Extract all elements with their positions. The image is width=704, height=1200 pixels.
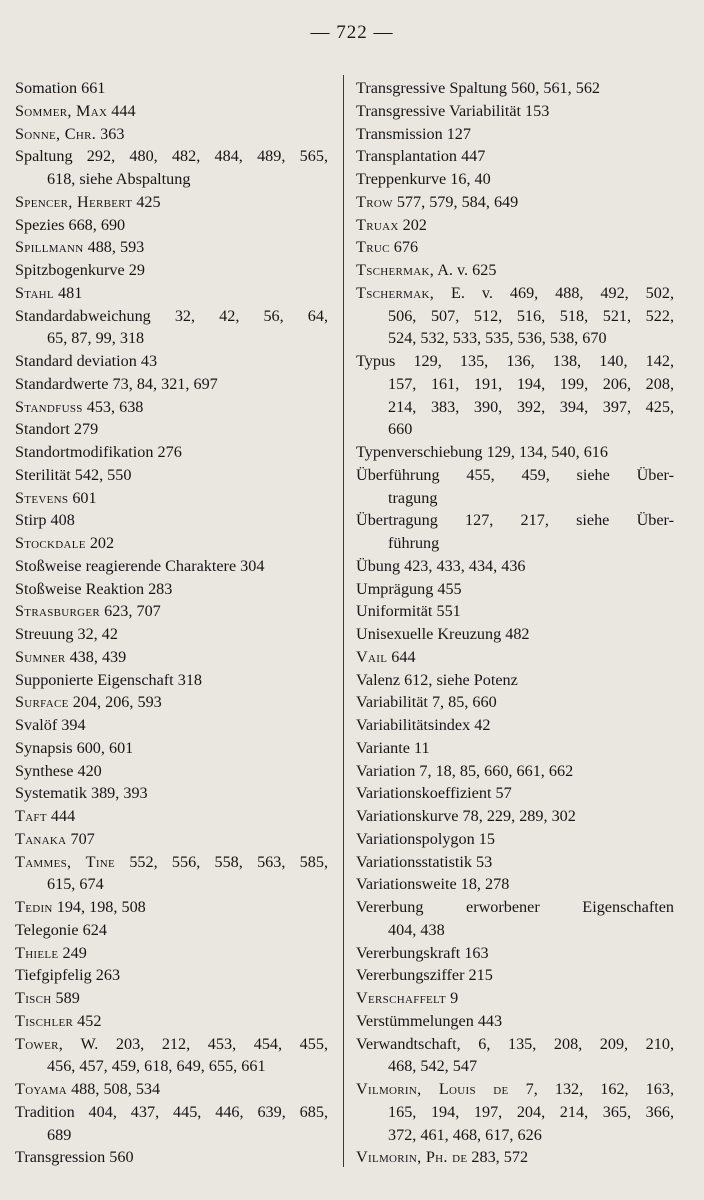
entry-line bbox=[15, 464, 328, 487]
entry-text: Stoßweise reagierende Charaktere 304 bbox=[15, 556, 265, 575]
entry-text: Transmission 127 bbox=[356, 124, 471, 143]
entry-text: 644 bbox=[387, 647, 416, 666]
entry-text: Valenz 612, siehe Potenz bbox=[356, 670, 518, 689]
entry-text: 204, 206, 593 bbox=[68, 693, 162, 712]
entry-text: Stirp 408 bbox=[15, 511, 75, 530]
index-entry bbox=[15, 509, 328, 532]
index-entry bbox=[356, 623, 674, 646]
entry-line bbox=[356, 646, 674, 669]
entry-line bbox=[15, 214, 328, 237]
entry-name: Standfuss bbox=[15, 397, 83, 416]
entry-line bbox=[356, 100, 674, 123]
entry-text: Treppenkurve 16, 40 bbox=[356, 170, 491, 188]
index-entry bbox=[356, 259, 674, 282]
index-entry bbox=[15, 578, 328, 601]
index-entry bbox=[15, 305, 328, 351]
entry-line bbox=[15, 373, 328, 396]
entry-line bbox=[15, 987, 328, 1010]
entry-text: Verstümmelungen 443 bbox=[356, 1011, 503, 1030]
entry-text: 444 bbox=[46, 807, 76, 825]
entry-text: Stoßweise Reaktion 283 bbox=[15, 579, 173, 598]
entry-line bbox=[15, 1101, 328, 1124]
entry-line bbox=[15, 509, 328, 532]
index-entry bbox=[15, 1146, 328, 1169]
index-entry bbox=[15, 646, 328, 669]
entry-text: Standardwerte 73, 84, 321, 697 bbox=[15, 374, 218, 393]
entry-text: Synapsis 600, 601 bbox=[15, 738, 134, 757]
entry-text: Übung 423, 433, 434, 436 bbox=[356, 556, 526, 575]
index-column-right bbox=[356, 77, 674, 1169]
entry-text: Vererbungsziffer 215 bbox=[356, 966, 493, 985]
entry-name: Truc bbox=[356, 238, 390, 257]
entry-text: 202 bbox=[398, 215, 427, 234]
index-entry bbox=[356, 964, 674, 987]
entry-text: Spitzbogenkurve 29 bbox=[15, 261, 145, 279]
entry-line bbox=[15, 487, 328, 510]
entry-text: 453, 638 bbox=[82, 397, 144, 416]
entry-text: Synthese 420 bbox=[15, 761, 102, 780]
entry-line bbox=[15, 1146, 328, 1169]
index-entry bbox=[15, 145, 328, 191]
index-entry bbox=[356, 714, 674, 737]
index-entry bbox=[356, 191, 674, 214]
entry-name: Trow bbox=[356, 192, 393, 211]
entry-text: Variationskoeffizient 57 bbox=[356, 784, 512, 803]
index-entry bbox=[356, 669, 674, 692]
entry-line bbox=[15, 623, 328, 646]
entry-line bbox=[15, 396, 328, 419]
index-entry bbox=[356, 100, 674, 123]
entry-text: Streuung 32, 42 bbox=[15, 625, 118, 643]
entry-text: 488, 508, 534 bbox=[67, 1080, 161, 1098]
entry-line bbox=[356, 760, 674, 783]
entry-line bbox=[356, 214, 674, 237]
entry-text: A. v. 625 bbox=[434, 261, 497, 279]
index-entry bbox=[15, 805, 328, 828]
entry-line bbox=[356, 168, 674, 191]
index-entry bbox=[15, 987, 328, 1010]
index-entry bbox=[356, 828, 674, 851]
index-entry bbox=[15, 669, 328, 692]
entry-line bbox=[356, 805, 674, 828]
entry-text: Überführung 455, 459, siehe Über- bbox=[356, 465, 674, 484]
index-entry bbox=[15, 782, 328, 805]
index-entry bbox=[15, 441, 328, 464]
entry-text: Unisexuelle Kreuzung 482 bbox=[356, 625, 530, 643]
entry-text: Verwandtschaft, 6, 135, 208, 209, 210, bbox=[356, 1034, 674, 1053]
index-entry bbox=[356, 145, 674, 168]
entry-text: Variabilität 7, 85, 660 bbox=[356, 693, 497, 712]
entry-name: Stevens bbox=[15, 488, 69, 507]
column-divider bbox=[343, 75, 344, 1167]
entry-line bbox=[15, 1078, 328, 1101]
entry-name: Thiele bbox=[15, 943, 59, 962]
index-entry bbox=[15, 214, 328, 237]
index-entry bbox=[356, 600, 674, 623]
entry-text: Transplantation 447 bbox=[356, 147, 486, 166]
entry-text: 707 bbox=[66, 829, 95, 848]
entry-name: Tower, bbox=[15, 1034, 64, 1053]
entry-text: 9 bbox=[446, 989, 459, 1007]
entry-text: Vererbungskraft 163 bbox=[356, 943, 489, 962]
entry-text: 577, 579, 584, 649 bbox=[392, 192, 519, 211]
entry-text: Vererbung erworbener Eigenschaften bbox=[356, 898, 674, 916]
entry-line bbox=[15, 691, 328, 714]
entry-name: Tisch bbox=[15, 989, 52, 1007]
index-entry bbox=[356, 509, 674, 555]
entry-text: 249 bbox=[58, 943, 87, 962]
entry-line bbox=[15, 851, 328, 874]
entry-line bbox=[356, 1010, 674, 1033]
index-entry bbox=[15, 532, 328, 555]
entry-name: Vilmorin, Ph. de bbox=[356, 1148, 468, 1167]
entry-name: Taft bbox=[15, 807, 47, 825]
index-entry bbox=[15, 282, 328, 305]
entry-continuation: 65, 87, 99, 318 bbox=[47, 329, 145, 348]
index-entry bbox=[15, 964, 328, 987]
entry-line bbox=[356, 669, 674, 692]
entry-line bbox=[15, 646, 328, 669]
entry-line bbox=[356, 350, 674, 373]
entry-text: 202 bbox=[85, 534, 115, 552]
entry-line bbox=[15, 418, 328, 441]
entry-line bbox=[356, 782, 674, 805]
entry-line bbox=[15, 805, 328, 828]
entry-line bbox=[15, 578, 328, 601]
entry-continuation: 372, 461, 468, 617, 626 bbox=[388, 1125, 542, 1144]
index-entry bbox=[356, 873, 674, 896]
entry-line bbox=[15, 350, 328, 373]
entry-line bbox=[356, 896, 674, 919]
entry-line bbox=[15, 828, 328, 851]
index-entry bbox=[15, 259, 328, 282]
index-entry bbox=[356, 1033, 674, 1079]
index-entry bbox=[356, 168, 674, 191]
index-entry bbox=[356, 782, 674, 805]
index-entry bbox=[15, 760, 328, 783]
entry-text: Svalöf 394 bbox=[15, 716, 86, 734]
entry-text: Spaltung 292, 480, 482, 484, 489, 565, bbox=[15, 147, 328, 166]
entry-continuation: 214, 383, 390, 392, 394, 397, 425, bbox=[388, 397, 674, 416]
entry-name: Surface bbox=[15, 693, 69, 712]
index-entry bbox=[356, 646, 674, 669]
entry-text: Transgressive Variabilität 153 bbox=[356, 101, 550, 120]
entry-text: Variante 11 bbox=[356, 738, 430, 757]
entry-line bbox=[15, 123, 328, 146]
entry-line bbox=[15, 259, 328, 282]
index-entry bbox=[15, 1101, 328, 1147]
index-entry bbox=[356, 236, 674, 259]
entry-text: Umprägung 455 bbox=[356, 579, 462, 598]
index-entry bbox=[356, 282, 674, 350]
entry-text: Standard deviation 43 bbox=[15, 352, 158, 370]
index-entry bbox=[356, 1078, 674, 1146]
entry-line bbox=[356, 851, 674, 874]
entry-text: Standortmodifikation 276 bbox=[15, 443, 182, 461]
entry-line bbox=[15, 1010, 328, 1033]
entry-text: Variationspolygon 15 bbox=[356, 829, 495, 848]
index-entry bbox=[15, 714, 328, 737]
entry-continuation: 157, 161, 191, 194, 199, 206, 208, bbox=[388, 374, 674, 393]
entry-line bbox=[15, 305, 328, 328]
entry-line bbox=[15, 555, 328, 578]
entry-name: Tanaka bbox=[15, 829, 67, 848]
entry-text: Systematik 389, 393 bbox=[15, 784, 148, 803]
entry-name: Sommer, Max bbox=[15, 101, 108, 120]
index-entry bbox=[15, 77, 328, 100]
index-entry bbox=[15, 1010, 328, 1033]
entry-text: Transgressive Spaltung 560, 561, 562 bbox=[356, 79, 601, 97]
index-entry bbox=[356, 77, 674, 100]
entry-continuation: 468, 542, 547 bbox=[388, 1057, 478, 1076]
entry-text: Standort 279 bbox=[15, 420, 99, 439]
index-entry bbox=[356, 851, 674, 874]
entry-text: 676 bbox=[389, 238, 419, 257]
entry-text: 194, 198, 508 bbox=[52, 898, 146, 916]
index-entry bbox=[356, 805, 674, 828]
entry-line bbox=[15, 964, 328, 987]
entry-text: 438, 439 bbox=[65, 647, 127, 666]
entry-continuation: 404, 438 bbox=[388, 920, 445, 939]
entry-continuation: 524, 532, 533, 535, 536, 538, 670 bbox=[388, 329, 607, 348]
entry-line bbox=[356, 191, 674, 214]
entry-name: Stockdale bbox=[15, 534, 86, 552]
entry-name: Verschaffelt bbox=[356, 989, 447, 1007]
entry-line bbox=[15, 191, 328, 214]
index-entry bbox=[356, 1146, 674, 1169]
entry-line bbox=[356, 578, 674, 601]
index-entry bbox=[356, 942, 674, 965]
entry-line bbox=[15, 77, 328, 100]
entry-name: Truax bbox=[356, 215, 399, 234]
entry-text: Standardabweichung 32, 42, 56, 64, bbox=[15, 306, 328, 325]
entry-text: 444 bbox=[107, 101, 136, 120]
entry-text: Tiefgipfelig 263 bbox=[15, 966, 121, 985]
entry-text: Variation 7, 18, 85, 660, 661, 662 bbox=[356, 761, 574, 780]
entry-text: Somation 661 bbox=[15, 79, 106, 97]
entry-line bbox=[356, 714, 674, 737]
entry-line bbox=[15, 145, 328, 168]
entry-name: Tammes, Tine bbox=[15, 852, 116, 871]
entry-text: 7, 132, 162, 163, bbox=[508, 1080, 674, 1098]
entry-name: Vail bbox=[356, 647, 388, 666]
entry-name: Tschermak, bbox=[356, 261, 435, 279]
entry-text: 363 bbox=[96, 124, 125, 143]
entry-name: Strasburger bbox=[15, 602, 101, 621]
entry-text: Übertragung 127, 217, siehe Über- bbox=[356, 511, 674, 530]
index-entry bbox=[15, 464, 328, 487]
index-entry bbox=[15, 123, 328, 146]
index-entry bbox=[15, 396, 328, 419]
entry-line bbox=[15, 919, 328, 942]
entry-text: 589 bbox=[51, 989, 80, 1007]
entry-text: Uniformität 551 bbox=[356, 602, 461, 621]
entry-line bbox=[356, 77, 674, 100]
entry-name: Sumner bbox=[15, 647, 66, 666]
entry-continuation: führung bbox=[388, 534, 440, 552]
index-entry bbox=[15, 487, 328, 510]
entry-line bbox=[356, 123, 674, 146]
entry-line bbox=[356, 509, 674, 532]
entry-text: 601 bbox=[68, 488, 97, 507]
entry-name: Tischler bbox=[15, 1011, 74, 1030]
entry-line bbox=[15, 100, 328, 123]
entry-continuation: 618, siehe Abspaltung bbox=[47, 170, 191, 188]
entry-line bbox=[15, 782, 328, 805]
entry-line bbox=[356, 828, 674, 851]
entry-text: Supponierte Eigenschaft 318 bbox=[15, 670, 203, 689]
index-entry bbox=[15, 350, 328, 373]
entry-text: 425 bbox=[132, 192, 161, 211]
index-entry bbox=[15, 851, 328, 897]
entry-line bbox=[356, 441, 674, 464]
entry-continuation: 689 bbox=[47, 1125, 72, 1144]
index-entry bbox=[15, 236, 328, 259]
entry-name: Sonne, Chr. bbox=[15, 124, 97, 143]
entry-name: Spencer, Herbert bbox=[15, 192, 133, 211]
entry-text: 552, 556, 558, 563, 585, bbox=[115, 852, 328, 871]
entry-text: Typus 129, 135, 136, 138, 140, 142, bbox=[356, 352, 674, 370]
entry-line bbox=[356, 942, 674, 965]
entry-line bbox=[356, 873, 674, 896]
entry-text: E. v. 469, 488, 492, 502, bbox=[434, 283, 674, 302]
entry-text: W. 203, 212, 453, 454, 455, bbox=[63, 1034, 328, 1053]
index-entry bbox=[356, 691, 674, 714]
entry-text: Variationsstatistik 53 bbox=[356, 852, 493, 871]
entry-line bbox=[356, 964, 674, 987]
index-entry bbox=[356, 987, 674, 1010]
entry-line bbox=[356, 464, 674, 487]
entry-text: 452 bbox=[73, 1011, 102, 1030]
entry-line bbox=[356, 623, 674, 646]
entry-line bbox=[356, 282, 674, 305]
entry-line bbox=[15, 282, 328, 305]
entry-line bbox=[356, 555, 674, 578]
index-entry bbox=[15, 737, 328, 760]
index-entry bbox=[15, 555, 328, 578]
entry-text: 481 bbox=[53, 283, 83, 302]
entry-text: Spezies 668, 690 bbox=[15, 215, 126, 234]
entry-text: Variabilitätsindex 42 bbox=[356, 716, 491, 734]
index-entry bbox=[15, 919, 328, 942]
entry-line bbox=[356, 259, 674, 282]
index-entry bbox=[15, 691, 328, 714]
entry-name: Stahl bbox=[15, 283, 54, 302]
entry-text: Sterilität 542, 550 bbox=[15, 465, 132, 484]
index-entry bbox=[15, 828, 328, 851]
entry-line bbox=[356, 236, 674, 259]
entry-line bbox=[15, 441, 328, 464]
entry-line bbox=[356, 987, 674, 1010]
index-entry bbox=[356, 123, 674, 146]
entry-line bbox=[356, 691, 674, 714]
index-entry bbox=[356, 896, 674, 942]
index-entry bbox=[356, 441, 674, 464]
entry-text: 283, 572 bbox=[467, 1148, 529, 1167]
index-entry bbox=[15, 191, 328, 214]
entry-line bbox=[15, 236, 328, 259]
entry-continuation: 615, 674 bbox=[47, 875, 104, 894]
entry-text: 623, 707 bbox=[100, 602, 161, 621]
index-entry bbox=[15, 942, 328, 965]
entry-line bbox=[15, 737, 328, 760]
index-entry bbox=[356, 737, 674, 760]
entry-line bbox=[356, 1078, 674, 1101]
index-entry bbox=[15, 600, 328, 623]
entry-line bbox=[15, 669, 328, 692]
index-entry bbox=[356, 578, 674, 601]
entry-continuation: 660 bbox=[388, 420, 413, 439]
entry-line bbox=[15, 714, 328, 737]
index-entry bbox=[15, 1078, 328, 1101]
entry-text: Variationsweite 18, 278 bbox=[356, 875, 510, 894]
entry-continuation: 506, 507, 512, 516, 518, 521, 522, bbox=[388, 306, 674, 325]
index-entry bbox=[356, 214, 674, 237]
index-entry bbox=[15, 896, 328, 919]
entry-line bbox=[15, 1033, 328, 1056]
entry-name: Tschermak, bbox=[356, 283, 435, 302]
index-entry bbox=[15, 623, 328, 646]
entry-line bbox=[356, 737, 674, 760]
entry-text: Variationskurve 78, 229, 289, 302 bbox=[356, 807, 576, 825]
entry-continuation: 456, 457, 459, 618, 649, 655, 661 bbox=[47, 1057, 266, 1076]
entry-text: Typenverschiebung 129, 134, 540, 616 bbox=[356, 443, 608, 461]
entry-line bbox=[356, 600, 674, 623]
entry-name: Toyama bbox=[15, 1080, 68, 1098]
index-entry bbox=[356, 555, 674, 578]
entry-text: Telegonie 624 bbox=[15, 920, 107, 939]
entry-line bbox=[15, 760, 328, 783]
entry-continuation: tragung bbox=[388, 488, 438, 507]
index-entry bbox=[356, 350, 674, 441]
page-number: — 722 — bbox=[310, 22, 394, 43]
index-entry bbox=[15, 1033, 328, 1079]
index-entry bbox=[15, 418, 328, 441]
entry-text: 488, 593 bbox=[83, 238, 145, 257]
entry-name: Spillmann bbox=[15, 238, 84, 257]
index-entry bbox=[15, 373, 328, 396]
index-entry bbox=[356, 464, 674, 510]
entry-line bbox=[15, 896, 328, 919]
entry-line bbox=[356, 145, 674, 168]
entry-line bbox=[356, 1146, 674, 1169]
entry-line bbox=[356, 1033, 674, 1056]
index-entry bbox=[356, 1010, 674, 1033]
entry-line bbox=[15, 942, 328, 965]
entry-line bbox=[15, 600, 328, 623]
entry-name: Vilmorin, Louis de bbox=[356, 1080, 509, 1098]
entry-text: Transgression 560 bbox=[15, 1148, 134, 1167]
index-entry bbox=[15, 100, 328, 123]
entry-continuation: 165, 194, 197, 204, 214, 365, 366, bbox=[388, 1102, 674, 1121]
entry-text: Tradition 404, 437, 445, 446, 639, 685, bbox=[15, 1102, 328, 1121]
index-column-left bbox=[15, 77, 328, 1169]
entry-line bbox=[15, 532, 328, 555]
index-entry bbox=[356, 760, 674, 783]
entry-name: Tedin bbox=[15, 898, 53, 916]
